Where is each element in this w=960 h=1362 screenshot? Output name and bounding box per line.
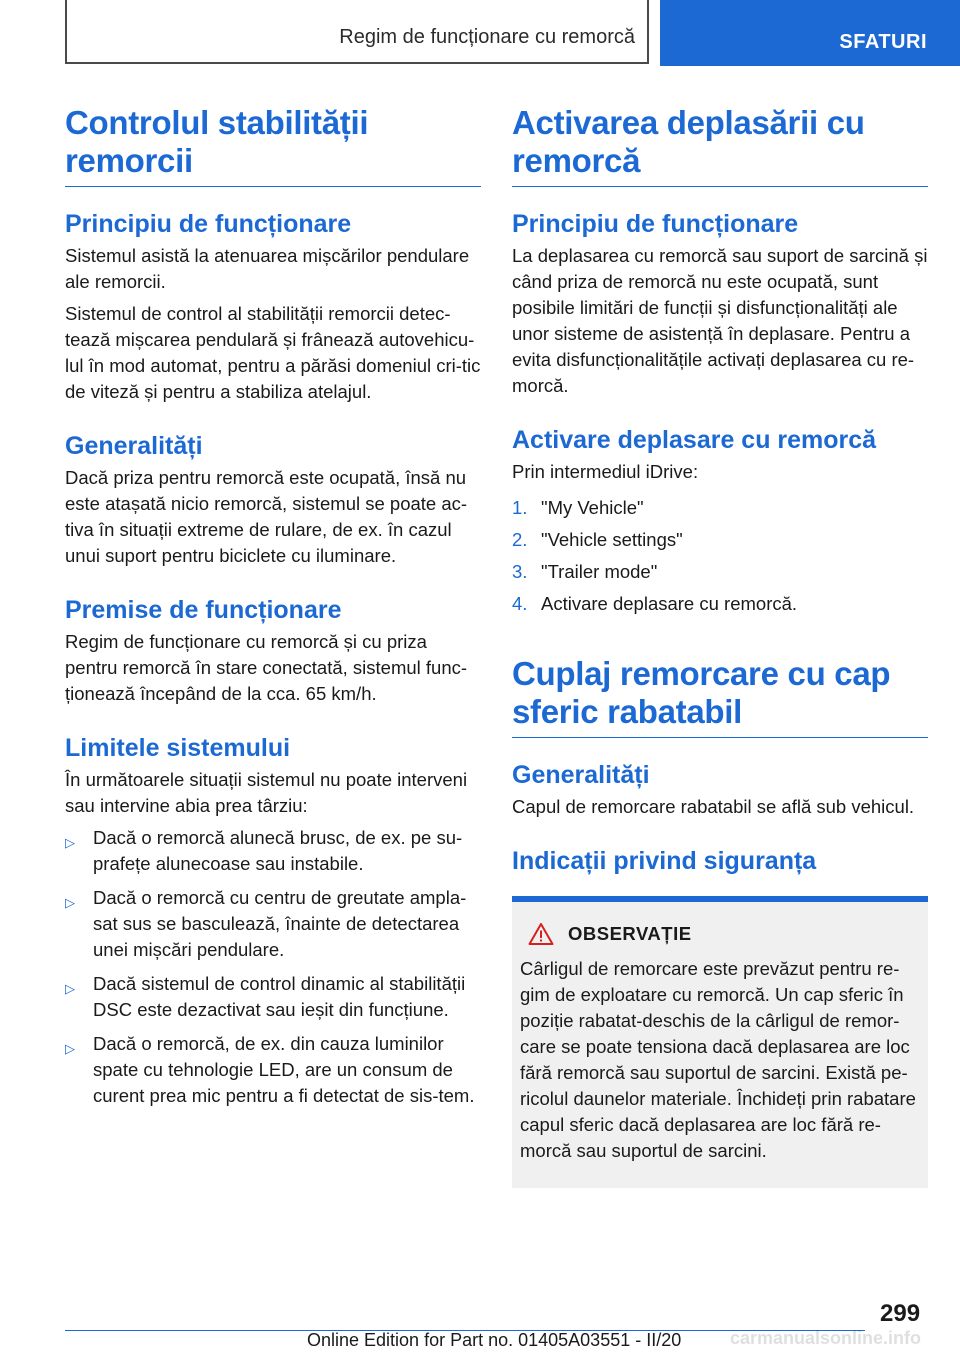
subheading: Generalități xyxy=(512,761,650,789)
list-item: ▷ Dacă o remorcă, de ex. din cauza luminilor spate cu tehnologie LED, are un consum de curent prea mic pentru a fi detectat de sis-tem. xyxy=(65,1033,475,1106)
paragraph: Prin intermediul iDrive: xyxy=(512,461,699,482)
paragraph: Capul de remorcare rabatabil se află sub vehicul. xyxy=(512,796,915,817)
list-item: ▷ Dacă o remorcă cu centru de greutate ampla-sat sus se basculează, înainte de detectarea unei mișcări pendulare. xyxy=(65,887,467,960)
watermark: carmanualsonline.info xyxy=(730,1328,922,1348)
header-frame xyxy=(65,0,649,64)
paragraph: În următoarele situații sistemul nu poate interveni sau intervine abia prea târziu: xyxy=(65,769,468,816)
section-tab-label: SFATURI xyxy=(839,31,927,53)
subheading: Premise de funcționare xyxy=(65,596,342,624)
list-item: 3. "Trailer mode" xyxy=(512,561,658,582)
steps-list xyxy=(512,495,928,617)
section-title: Controlul stabilității remorcii xyxy=(65,104,481,187)
triangle-bullet-icon: ▷ xyxy=(65,835,75,850)
triangle-bullet-icon: ▷ xyxy=(65,981,75,996)
triangle-bullet-icon: ▷ xyxy=(65,895,75,910)
list-item: 4. Activare deplasare cu remorcă. xyxy=(512,593,798,614)
note-header xyxy=(528,922,920,946)
warning-triangle-icon xyxy=(528,922,554,946)
page-number: 299 xyxy=(880,1300,921,1327)
header-title: Regim de funcționare cu remorcă xyxy=(339,26,635,48)
triangle-bullet-icon: ▷ xyxy=(65,1041,75,1056)
right-column xyxy=(512,104,928,1188)
note-title: OBSERVAȚIE xyxy=(568,923,692,944)
warning-note xyxy=(512,896,928,1188)
subheading: Activare deplasare cu remorcă xyxy=(512,426,877,454)
left-column xyxy=(65,104,481,1117)
list-item: ▷ Dacă o remorcă alunecă brusc, de ex. pe su-prafețe alunecoase sau instabile. xyxy=(65,827,463,874)
subheading: Generalități xyxy=(65,432,203,460)
section-title: Activarea deplasării cu remorcă xyxy=(512,104,928,187)
subheading: Principiu de funcționare xyxy=(65,210,352,238)
paragraph: Regim de funcționare cu remorcă și cu priza pentru remorcă în stare conectată, sistemul func-ționează începând de la cca. 65 km/h. xyxy=(65,631,468,704)
subheading: Principiu de funcționare xyxy=(512,210,799,238)
limitations-list xyxy=(65,825,481,1109)
paragraph: Sistemul de control al stabilității remorcii detec-tează mișcarea pendulară și frânează autovehicu-lul în mod automat, pentru a părăsi domeniul cri-tic de viteză și pentru a stabiliza atelajul. xyxy=(65,303,481,402)
section-title: Cuplaj remorcare cu cap sferic rabatabil xyxy=(512,655,928,738)
list-item: 1. "My Vehicle" xyxy=(512,497,644,518)
paragraph: Dacă priza pentru remorcă este ocupată, însă nu este atașată nicio remorcă, sistemul se poate ac-tiva în situații extreme de rulare, de ex. în cazul unui suport pentru biciclete cu iluminare. xyxy=(65,467,468,566)
footer-edition: Online Edition for Part no. 01405A03551 - II/20 xyxy=(307,1330,682,1350)
paragraph: La deplasarea cu remorcă sau suport de sarcină și când priza de remorcă nu este ocupată, sunt posibile limitări de funcții și disfuncționalități ale unor sisteme de asistență în deplasare. Pentru a evita disfuncționalitățile activați deplasarea cu re-morcă. xyxy=(512,245,928,396)
paragraph: Sistemul asistă la atenuarea mișcărilor pendulare ale remorcii. xyxy=(65,245,470,292)
section-tab[interactable] xyxy=(660,0,960,66)
note-text: Cârligul de remorcare este prevăzut pentru re-gim de exploatare cu remorcă. Un cap sferic în poziție rabatat-deschis de la cârligul de remor-care se poate tensiona dacă deplasarea are loc fără remorcă sau suportul de sarcini. Există pe-ricolul daunelor materiale. Închideți prin rabatare capul sferic dacă deplasarea are loc fără re-morcă sau suportul de sarcini. xyxy=(520,958,916,1161)
list-item: 2. "Vehicle settings" xyxy=(512,529,683,550)
subheading: Limitele sistemului xyxy=(65,734,291,762)
list-item: ▷ Dacă sistemul de control dinamic al stabilității DSC este dezactivat sau ieșit din funcțiune. xyxy=(65,973,466,1020)
subheading: Indicații privind siguranța xyxy=(512,847,817,875)
